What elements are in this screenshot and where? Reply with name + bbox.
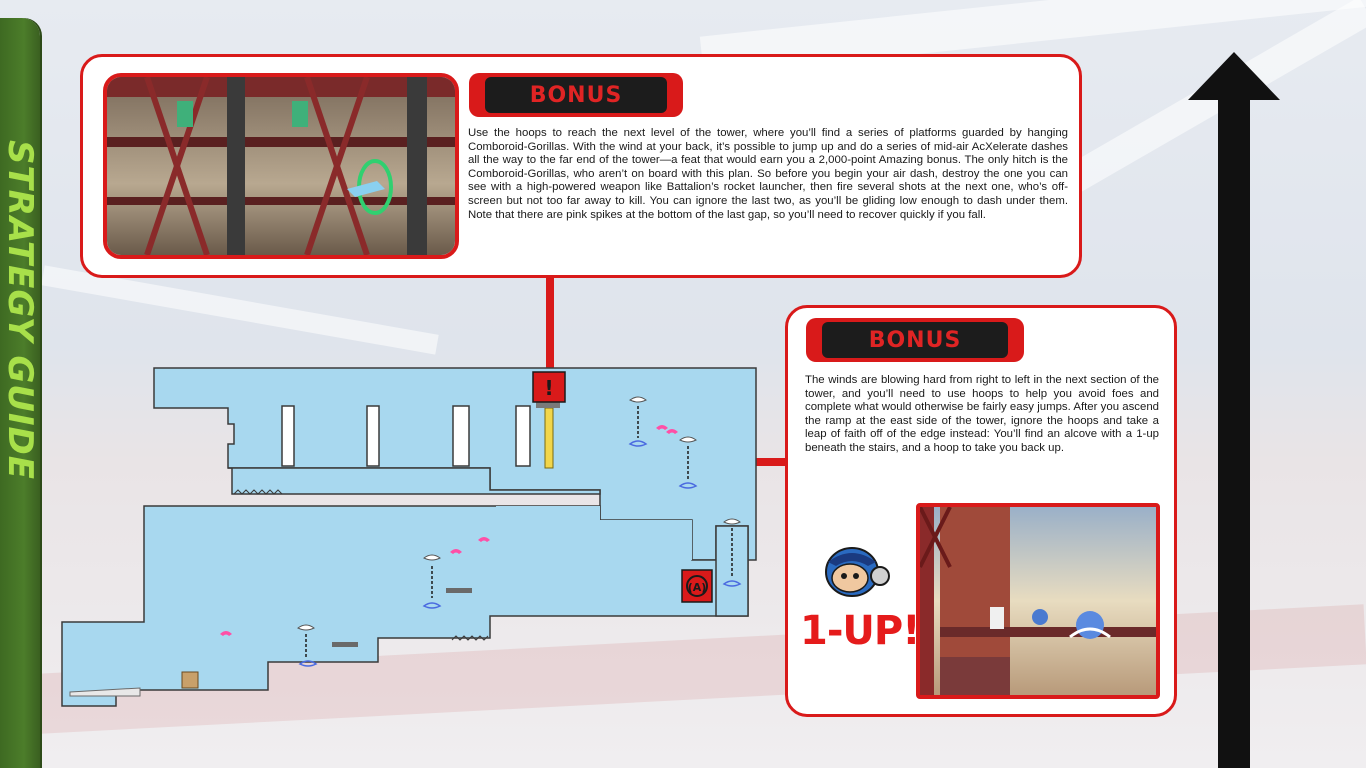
- oneup-label: 1-UP!: [800, 608, 920, 654]
- bonus-text-right: The winds are blowing hard from right to left in the next section of the tower, and you’ll need to use hoops to help you avoid foes and complete what would otherwise be fairly easy jumps. After you ascend the ramp at the east side of the tower, ignore the hoops and take a leap of faith off of the edge instead: You’ll find an alcove with a 1-up beneath the stairs, and a hoop to take you back up.: [805, 374, 1159, 454]
- svg-text:(A): (A): [687, 581, 707, 594]
- map-ladder: [545, 408, 553, 468]
- map-window: [453, 406, 469, 466]
- connector-line-top: [546, 276, 554, 372]
- map-ledge: [536, 402, 560, 408]
- map-platform: [446, 588, 472, 593]
- gameplay-image: [107, 77, 455, 255]
- beck-head-icon: [814, 540, 894, 600]
- bonus-header-text: BONUS: [485, 77, 667, 113]
- map-platform: [332, 642, 358, 647]
- oneup-marker-icon: [682, 570, 712, 602]
- strategy-guide-label: STRATEGY GUIDE: [0, 140, 40, 480]
- map-window: [367, 406, 379, 466]
- gameplay-screenshot-right: [916, 503, 1160, 699]
- bonus-marker-icon: [533, 372, 565, 402]
- map-window: [282, 406, 294, 466]
- gameplay-screenshot-top: [103, 73, 459, 259]
- gameplay-image: [920, 507, 1156, 695]
- bonus-header-top: [469, 73, 683, 117]
- bonus-header-right: [806, 318, 1024, 362]
- map-window: [516, 406, 530, 466]
- bonus-callout-right: [785, 305, 1177, 717]
- svg-text:!: !: [544, 376, 554, 400]
- bonus-callout-top: [80, 54, 1082, 278]
- map-crate: [182, 672, 198, 688]
- up-arrow-icon: [1186, 52, 1282, 768]
- bonus-text-top: Use the hoops to reach the next level of the tower, where you’ll find a series of platforms guarded by hanging Comboroid-Gorillas. With the wind at your back, it’s possible to jump up and do a series of mid-air AcXelerate dashes all the way to the far end of the tower—a feat that would earn you a 2,000-point Amazing bonus. The only hitch is the Comboroid-Gorillas, who aren’t on board with this plan. So before you begin your air dash, destroy the one you can see with a high-powered weapon like Battalion’s rocket launcher, then fire several shots at the next one, who’s off-screen but not too far away to kill. You can ignore the last two, as you’ll be gliding low enough to dash under them. Note that there are pink spikes at the bottom of the last gap, so you’ll need to recover quickly if you fall.: [468, 127, 1068, 221]
- bonus-header-text: BONUS: [822, 322, 1008, 358]
